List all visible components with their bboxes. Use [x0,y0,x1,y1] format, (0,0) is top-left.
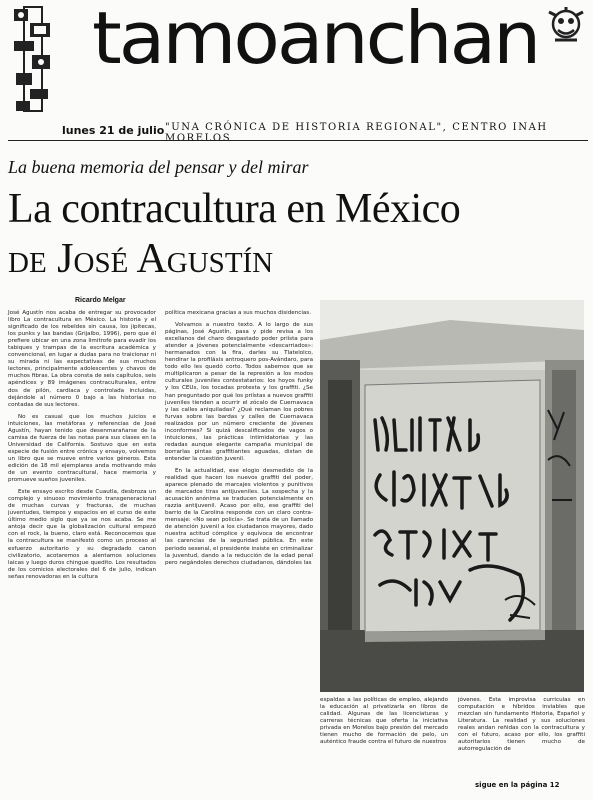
masthead-title: tamoanchan [92,0,539,80]
continued-on-page: sigue en la página 12 [475,781,560,789]
paragraph: Volvamos a nuestro texto. A lo largo de sus páginas, José Agustín, pasa y pide revisa a los excelianos del charo desgastado poder priísta para atender a jóvenes potencialmente «descarriados»: hermanados con la fira, darles su Tlatelolco, hendirar la profiláxis antroquero pos-Avándaro, para todo ello les quedó corto. Todos sabemos que se multiplicaron a pesar de la represión a los modos culturales juveniles contestatarios: los hoyos funky y los CEUs, los tocadas protesta y los graffiti. ¿Se han preguntado por qué los priístas a nuevos graffiti juveniles tienden a ocurrir el zócalo de Cuernavaca y las calles aniquiladas? ¿Qué reclaman los pobres furvas sobre las bardas y calles de Cuernavaca realizados por un número creciente de jóvenes inconformes? Si quizá descalificados de vagos o intuiciones, las prácticas intimidatorias y las redadas aunque elegante campaña municipal de borrarlas pintas graffitiantes aguadas, distan de entender la cuestión juvenil. [165,322,313,462]
headline-line-1: La contracultura en México [8,186,461,232]
aztec-emblem-icon [10,5,54,115]
article-column-1 [8,310,156,586]
article-column-3 [320,697,448,751]
paragraph: No es casual que los muchos juicios e intuiciones, las metáforas y referencias de José Agustín, hayan tenido que desenmarañarse de la camisa de fuerza de las notas para sus clases en la Universidad de California. Sostuvo que en esta especie de fusión entre crónica y ensayo, volvemos un libro que se mueve entre varios géneros. Esta edición de 18 mil ejemplares anda motivando más de un evento contracultural, hace memoria y promueve sueños juveniles. [8,413,156,484]
graffiti-wall-photo [320,300,584,692]
issue-date: lunes 21 de julio [62,124,165,137]
paragraph: José Agustín nos acaba de entregar su provocador libro La contracultura en México. La historia y el significado de los rebeldes sin causa, los jipitecas, los punks y las bandas (Grijalbo, 1996), pero que él prefiere ubicar en una zona limitrofe para evadir los tabiques y trampas de la escritura académica y convencional, en lugar a dudas para no traicionar ni su mirada ni las expectativas de sus muchos lectores, principalmente adolescentes y chavos de muchos fibras. La obra consta de seis capítulos, seis apéndices y 89 imágenes contraculturales, entre dos de pilón, cardiaca y controlada incluidas, dejándole al número 0 bajo a las historias no contadas de sus lectores. [8,310,156,408]
paragraph: espaldas a las políticas de empleo, alejando la educación al privatizarla en libros de calidad. Algunas de las licenciaturas y carreras técnicas que oferta la iniciativa privada en Morelos bajo presión del mercado tienen mucho de formación de pelo, un auténtico fraude contra el futuro de nuestros [320,697,448,746]
paragraph: jóvenes. Esta improvisa curriculas en computación e híbridos inviables que mezclan sin fundamento Historia, Español y Literatura. La realidad y sus soluciones reales andan reñidas con la contracultura y con el futuro, acaso por ello, los graffiti autoritarios tienen mucho de autorregulación de [458,697,585,753]
paragraph: Este ensayo escrito desde Cuautla, desbroza un complejo y sinuoso movimiento transgeneracional de muchas curvas y fracturas, de muchas juventudes, tiempos y espacios en el curso de este último medio siglo que ya se nos acaba. Se me antoja decir que la globalización cultural empezó con el rock, la bueno, claro está. Reconocemos que la contracultura se manifestó como un proceso al esfuerzo autoritario y su degradado canon civilizatorio, acotaremos a alentamos soluciones laicas y luego duros chingue quedito. Los resultados de los comicios electorales del 6 de julio, indican señas renovadoras en la cultura [8,489,156,580]
article-column-2 [165,310,313,572]
masthead-tagline: "UNA CRÓNICA DE HISTORIA REGIONAL", CENTRO INAH MORELOS [165,122,548,144]
mask-emblem-icon [545,6,587,46]
headline-line-2: de José Agustín [8,236,274,282]
article-kicker: La buena memoria del pensar y del mirar [8,157,309,177]
article-column-4 [458,697,585,758]
byline: Ricardo Melgar [75,297,126,304]
header-rule [8,140,588,141]
paragraph: política mexicana gracias a sus muchos disidencias. [165,310,311,316]
paragraph: En la actualidad, ese elogio desmedido de la realidad que hacen los nuevos graffiti del poder, aparece plenado de marcajes violentos y punitivos de marcados tiras antijuveniles. La sospecha y la acusación anónima se traducen potencialmente en razzia antijuvenil. Acaso por ello, ese graffiti del barrio de la Carolina responde con un claro contra-mensaje: «No sean policía». Se trata de un llamado de atención juvenil a los ciudadanos mayores, dado nuestra actitud cómplice y equívoca de encontrar las carencias de la seguridad pública. En este periodo sexenal, el presidente insiste en criminalizar la juventud, dando a la reducción de la edad penal pero negándoles derechos ciudadanos, dándoles las [165,467,313,566]
